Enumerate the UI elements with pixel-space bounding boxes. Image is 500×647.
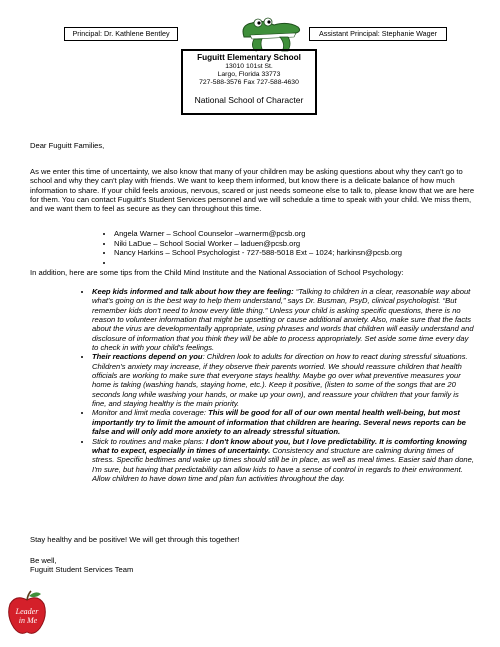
school-motto: National School of Character [194, 95, 304, 105]
tip-lead: Their reactions depend on you [92, 352, 203, 362]
logo-text-line-2: in Me [18, 616, 38, 625]
signoff [30, 556, 475, 575]
principal-text: Principal: Dr. Kathlene Bentley [72, 29, 170, 38]
tip-lead: Keep kids informed and talk about how they are feeling: [92, 287, 294, 296]
tip-item [92, 408, 475, 436]
tip-bold-tail: This will be good for all of our own mental health well-being, but most importantly try to limit the amount of information that children are hearing. Several news reports can be false and will only add more anxiety to an already stressful situation. [92, 408, 466, 437]
tips-intro: In addition, here are some tips from the Child Mind Institute and the National Association of School Psychology: [30, 268, 404, 277]
intro-paragraph: As we enter this time of uncertainty, we also know that many of your children may be asking questions about why they can't go to school and why they can't play with friends. We want to keep them informed, but know there is a delicate balance of how much information to share. If your child feels anxious, nervous, scared or just needs someone else to talk to, please know that we are here for them. You can contact Fuguitt's Student Services personnel and we will schedule a time to speak with your child. We miss them, and we want them to feel as secure as they can throughout this time. [30, 167, 475, 214]
address-line-2: Largo, Florida 33773 [217, 71, 281, 79]
school-info-box [181, 49, 317, 115]
contact-item: • Niki LaDue – School Social Worker – laduen@pcsb.org [114, 239, 475, 249]
closing-line: Stay healthy and be positive! We will get through this together! [30, 535, 240, 544]
tip-text: “Talking to children in a clear, reasonable way about what's going on is the best way to help them understand,” says Dr. Busman, PsyD, clinical psychologist. “But remember kids don't need to know every little thing.” Unless your child is asking specific questions, there is no reason to volunteer information that might be upsetting or cause additional anxiety. Also, make sure that the facts about the virus are developmentally appropriate, using phrases and words that children will easily understand and disclosure of information that you think they will be able to process appropriately. Set aside some time every day to check in with your child's feelings. [92, 287, 474, 353]
tip-after: Consistency and structure are calming during times of stress. Specific bedtimes and wake up times should still be in place, as well as meal times. Easier said than done, I'm sure, but having that predictability can allow kids to have a sense of control in regards to their environment. Allow children to have down time and plan fun activities throughout the day. [92, 445, 474, 483]
school-name: Fuguitt Elementary School [197, 53, 301, 62]
principal-box [64, 27, 178, 41]
tip-item [92, 437, 475, 484]
address-line-1: 13010 101st St. [225, 63, 273, 70]
tip-text: Monitor and limit media coverage: [92, 408, 209, 418]
contact-item: • Nancy Harkins – School Psychologist - 727-588-5018 Ext – 1024; harkinsn@pcsb.org [114, 248, 475, 258]
tip-item [92, 287, 475, 352]
signoff-line-2: Fuguitt Student Services Team [30, 565, 134, 575]
greeting: Dear Fuguitt Families, [30, 141, 105, 150]
tip-item [92, 352, 475, 408]
tip-text: : Children look to adults for direction on how to react during stressful situations. Children's anxiety may increase, if they observe their parents worried. We should reassure children that health officials are working to make sure that everyone stays healthy. Maybe go over what preventive measures your home is taking (washing hands, staying home, etc.). Keep it positive, (listen to some of the songs that are 20 seconds long while washing your hands, or make up your own), and reassure your children that your family is fine, and staying healthy is the main priority. [92, 352, 468, 409]
tip-text: Stick to routines and make plans: [92, 436, 206, 446]
contact-item: • Angela Warner – School Counselor –warnerm@pcsb.org [114, 229, 475, 239]
leader-in-me-apple-logo [6, 590, 48, 636]
signoff-line-1: Be well, [30, 556, 57, 565]
tips-list [30, 287, 475, 483]
contact-item-empty [114, 258, 475, 268]
logo-text-line-1: Leader [15, 607, 39, 616]
assistant-principal-box [309, 27, 447, 41]
phone-fax: 727-588-3576 Fax 727-588-4630 [199, 79, 299, 87]
assistant-principal-text: Assistant Principal: Stephanie Wager [319, 29, 437, 38]
tip-bold-tail: I don't know about you, but I love predictability. It is comforting knowing what to expect, especially in times of uncertainty. [92, 436, 467, 455]
contact-list [30, 229, 475, 267]
